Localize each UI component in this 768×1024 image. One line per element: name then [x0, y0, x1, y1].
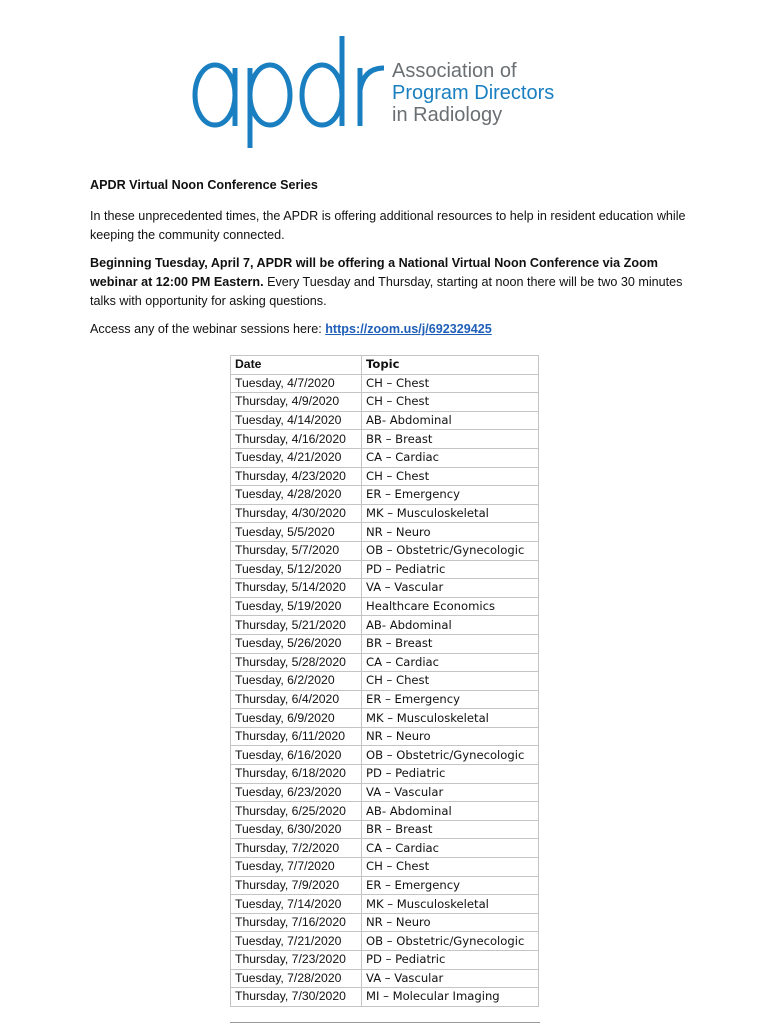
table-row: [231, 579, 539, 598]
topic-cell: MK – Musculoskeletal: [362, 504, 539, 523]
date-cell: Tuesday, 6/16/2020: [231, 746, 362, 765]
topic-cell: ER – Emergency: [362, 876, 539, 895]
schedule-paragraph: [90, 254, 690, 311]
date-cell: Tuesday, 6/30/2020: [231, 820, 362, 839]
column-header-date: Date: [231, 356, 362, 375]
topic-cell: CH – Chest: [362, 467, 539, 486]
date-cell: Tuesday, 6/9/2020: [231, 709, 362, 728]
table-row: [231, 913, 539, 932]
topic-cell: BR – Breast: [362, 430, 539, 449]
table-row: [231, 820, 539, 839]
topic-cell: CH – Chest: [362, 858, 539, 877]
date-cell: Thursday, 6/18/2020: [231, 765, 362, 784]
schedule-table-body: [231, 374, 539, 1006]
table-row: [231, 932, 539, 951]
date-cell: Tuesday, 7/7/2020: [231, 858, 362, 877]
table-row: [231, 951, 539, 970]
date-cell: Thursday, 7/9/2020: [231, 876, 362, 895]
table-row: [231, 765, 539, 784]
date-cell: Tuesday, 4/14/2020: [231, 411, 362, 430]
table-row: [231, 616, 539, 635]
table-row: [231, 411, 539, 430]
date-cell: Thursday, 7/2/2020: [231, 839, 362, 858]
topic-cell: MK – Musculoskeletal: [362, 895, 539, 914]
table-row: [231, 486, 539, 505]
date-cell: Thursday, 6/25/2020: [231, 802, 362, 821]
table-header-row: [231, 356, 539, 375]
topic-cell: VA – Vascular: [362, 579, 539, 598]
topic-cell: ER – Emergency: [362, 486, 539, 505]
date-cell: Tuesday, 6/2/2020: [231, 672, 362, 691]
topic-cell: OB – Obstetric/Gynecologic: [362, 541, 539, 560]
date-cell: Thursday, 7/23/2020: [231, 951, 362, 970]
intro-paragraph: In these unprecedented times, the APDR is offering additional resources to help in resident education while keeping the community connected.: [90, 209, 686, 242]
table-row: [231, 709, 539, 728]
topic-cell: CH – Chest: [362, 672, 539, 691]
table-row: [231, 504, 539, 523]
schedule-paragraph-bold: Beginning Tuesday, April 7, APDR will be offering a National Virtual Noon Conference via Zoom webinar at 12:00 PM Eastern.: [90, 256, 658, 289]
topic-cell: MK – Musculoskeletal: [362, 709, 539, 728]
column-header-topic: Topic: [362, 356, 539, 375]
table-row: [231, 430, 539, 449]
topic-cell: CA – Cardiac: [362, 839, 539, 858]
topic-cell: NR – Neuro: [362, 523, 539, 542]
topic-cell: AB- Abdominal: [362, 411, 539, 430]
access-paragraph: [90, 320, 690, 339]
date-cell: Thursday, 5/21/2020: [231, 616, 362, 635]
date-cell: Tuesday, 6/23/2020: [231, 783, 362, 802]
date-cell: Tuesday, 7/28/2020: [231, 969, 362, 988]
table-row: [231, 448, 539, 467]
date-cell: Thursday, 7/16/2020: [231, 913, 362, 932]
table-row: [231, 783, 539, 802]
schedule-paragraph-rest: Every Tuesday and Thursday, starting at noon there will be two 30 minutes talks with opportunity for asking questions.: [90, 275, 683, 308]
table-row: [231, 895, 539, 914]
topic-cell: NR – Neuro: [362, 727, 539, 746]
topic-cell: OB – Obstetric/Gynecologic: [362, 746, 539, 765]
table-row: [231, 690, 539, 709]
topic-cell: VA – Vascular: [362, 969, 539, 988]
table-row: [231, 839, 539, 858]
table-row: [231, 560, 539, 579]
logo-line-2: Program Directors: [392, 82, 555, 104]
date-cell: Tuesday, 4/28/2020: [231, 486, 362, 505]
date-cell: Tuesday, 5/26/2020: [231, 634, 362, 653]
table-row: [231, 597, 539, 616]
date-cell: Tuesday, 5/12/2020: [231, 560, 362, 579]
table-row: [231, 541, 539, 560]
date-cell: Thursday, 6/4/2020: [231, 690, 362, 709]
date-cell: Tuesday, 7/14/2020: [231, 895, 362, 914]
topic-cell: ER – Emergency: [362, 690, 539, 709]
table-row: [231, 746, 539, 765]
date-cell: Tuesday, 4/21/2020: [231, 448, 362, 467]
table-row: [231, 876, 539, 895]
zoom-link[interactable]: https://zoom.us/j/692329425: [325, 322, 492, 336]
table-row: [231, 858, 539, 877]
divider: [230, 1022, 540, 1023]
table-row: [231, 393, 539, 412]
table-row: [231, 523, 539, 542]
date-cell: Thursday, 5/28/2020: [231, 653, 362, 672]
table-row: [231, 653, 539, 672]
date-cell: Thursday, 5/7/2020: [231, 541, 362, 560]
topic-cell: PD – Pediatric: [362, 560, 539, 579]
logo-line-3: in Radiology: [392, 104, 503, 126]
logo-line-1: Association of: [392, 60, 517, 82]
date-cell: Thursday, 4/30/2020: [231, 504, 362, 523]
topic-cell: OB – Obstetric/Gynecologic: [362, 932, 539, 951]
date-cell: Tuesday, 4/7/2020: [231, 374, 362, 393]
topic-cell: CH – Chest: [362, 393, 539, 412]
topic-cell: AB- Abdominal: [362, 616, 539, 635]
topic-cell: VA – Vascular: [362, 783, 539, 802]
date-cell: Thursday, 6/11/2020: [231, 727, 362, 746]
date-cell: Tuesday, 5/5/2020: [231, 523, 362, 542]
topic-cell: CA – Cardiac: [362, 448, 539, 467]
date-cell: Tuesday, 5/19/2020: [231, 597, 362, 616]
table-row: [231, 988, 539, 1007]
topic-cell: BR – Breast: [362, 820, 539, 839]
topic-cell: MI – Molecular Imaging: [362, 988, 539, 1007]
table-row: [231, 374, 539, 393]
date-cell: Thursday, 4/9/2020: [231, 393, 362, 412]
schedule-table: [230, 355, 539, 1007]
table-row: [231, 969, 539, 988]
table-row: [231, 727, 539, 746]
document-heading: APDR Virtual Noon Conference Series: [90, 178, 318, 192]
document-body: [90, 176, 690, 348]
table-row: [231, 467, 539, 486]
topic-cell: CA – Cardiac: [362, 653, 539, 672]
apdr-logo-mark: [180, 30, 390, 160]
date-cell: Thursday, 4/16/2020: [231, 430, 362, 449]
table-row: [231, 672, 539, 691]
topic-cell: Healthcare Economics: [362, 597, 539, 616]
date-cell: Tuesday, 7/21/2020: [231, 932, 362, 951]
topic-cell: PD – Pediatric: [362, 765, 539, 784]
topic-cell: AB- Abdominal: [362, 802, 539, 821]
date-cell: Thursday, 7/30/2020: [231, 988, 362, 1007]
table-row: [231, 634, 539, 653]
table-row: [231, 802, 539, 821]
topic-cell: PD – Pediatric: [362, 951, 539, 970]
date-cell: Thursday, 4/23/2020: [231, 467, 362, 486]
date-cell: Thursday, 5/14/2020: [231, 579, 362, 598]
logo-wordmark: [392, 60, 554, 126]
topic-cell: NR – Neuro: [362, 913, 539, 932]
topic-cell: CH – Chest: [362, 374, 539, 393]
access-text: Access any of the webinar sessions here:: [90, 322, 326, 336]
topic-cell: BR – Breast: [362, 634, 539, 653]
